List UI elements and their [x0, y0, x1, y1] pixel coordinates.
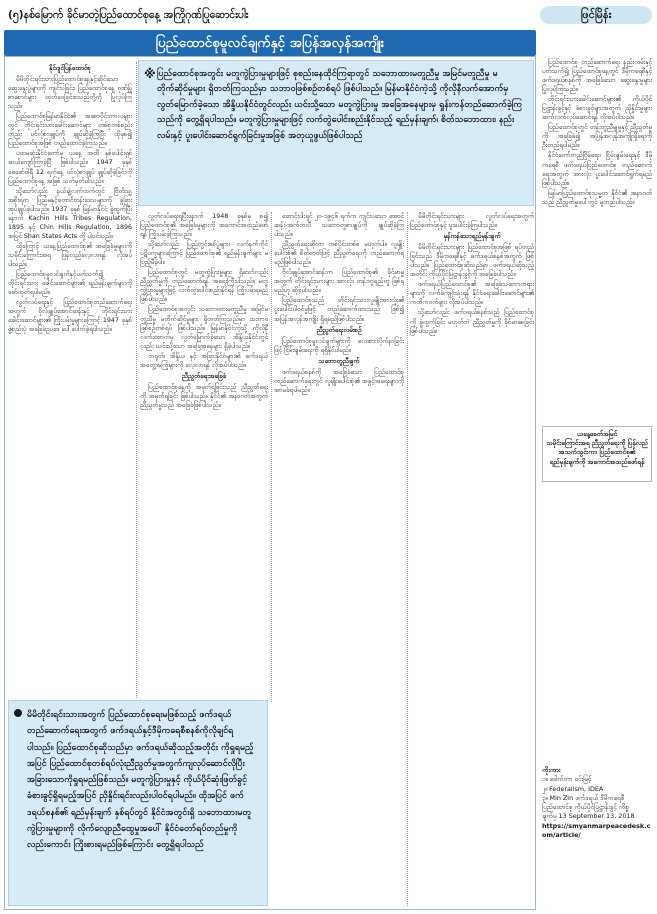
paragraph: ပြည်ထောင်စုမူလင်ချက်နှင့်ပတ်သက်၍ တိုင်းရင်းသား ခေါင်းဆောင်များ၏ ရည်မှန်းချက်များကို ဖော်ထုတ်ရပါမည်။ [8, 271, 132, 297]
paragraph: လွတ်လပ်ရေးနှင့် ပြည်ထောင်စုတည်ဆောက်ရေးအတွက် ဗိုလ်ချုပ်အောင်ဆန်းနှင့် တိုင်းရင်းသား ခေါင်းဆောင်များ၏ ကြိုးပမ်းမှုများကြောင့် 1947 ခုနှစ် ဖွဲ့စည်းပုံ အခြေခံဥပဒေ ပေါ်ပေါက်ခဲ့ရပါသည်။ [8, 299, 132, 334]
subheading: ညီညွတ်ရေးလမ်းစဉ် [316, 326, 362, 334]
paragraph: ပြည်ထောင်စုမြန်မာနိုင်ငံ၏ အစောပိုင်းကာလများတွင် တိုင်းရင်းသားခေါင်းဆောင်များ တစ်စုတစ်စည်းတည်း ပင်လုံစာချုပ်ကို ချုပ်ဆိုခဲ့ကြပြီး ထိုမှစ၍ ပြည်ထောင်စုအဖြစ် တည်ထောင်ခဲ့ကြသည်။ [8, 113, 132, 148]
paragraph: မိမိတိုင်းရင်းသားများ လွတ်လပ်ရေးအတွက် ပြည်ထောင်စုနှင့် ပူးပေါင်းခဲ့ကြပါသည်။ [410, 213, 534, 230]
paragraph: ဖက်ဒရယ်ပြည်ထောင်စု၏ အခြေခံသဘောတရားများကို လက်ခံကျင့်သုံးရန် နိုင်ငံရေးခေါင်းဆောင်များ၏ ကတိကဝတ်များ လိုအပ်ပါသည်။ [410, 281, 534, 307]
paragraph: ဖက်ဒရယ်စနစ်ကို အခြေခံသော ပြည်ထောင်စုတည်ဆောက်ရေးတွင် လူမျိုးပေါင်းစုံ၏ အခွင့်အရေးများကို အာမခံရပါမည်။ [274, 368, 404, 394]
paragraph: တရုတ်၊ အိန္ဒိယ နှင့် အခြားနိုင်ငံများ၏ ဖက်ဒရယ်အတွေ့အကြုံများကို လေ့လာရန် လိုအပ်ပါသည်။ [140, 352, 268, 369]
paragraph: ဆောင်းပါးရှင် ၂၀-၁၉၄၆ ရက်က ကျင်းပသော အောင်ဆန်း-အက်တလီ သဘောတူစာချုပ်ကို ချုပ်ဆိုခဲ့ကြပါသည်။ [274, 213, 404, 239]
opinion-sidebar [540, 30, 654, 910]
references [542, 766, 652, 840]
asterism-icon: ※ [144, 67, 156, 81]
pull-quote-top [138, 60, 534, 206]
paragraph: ပြည်ထောင်စုသည် တိုင်းရင်းသားလူမျိုးအားလုံး၏ ပူးပေါင်းပါဝင်မှုဖြင့် တည်ဆောက်ထားသည် ဖြစ်၍ အပြန်အလှန်အကျိုး ရှိရမည်ဖြစ်ပါသည်။ [274, 297, 404, 323]
column-divider [407, 212, 408, 906]
reference-line: ၃။ Min Zin ဖက်ဒရယ် ဒီမိုကရေစီ ပြည်ထောင်စု ကိုယ်ပိုင်ပြဋ္ဌာန်းခွင့် ကိစ္စ [542, 793, 629, 812]
paragraph: သို့သော်လည်း ပြည်တွင်းစစ်ပွဲများ၊ လက်နက်ကိုင်ပဋိပက္ခများကြောင့် ပြည်ထောင်စု၏ ရည်မှန်းချက်များ မပြည့်မီခဲ့ပါ။ [140, 241, 268, 267]
series-header: (၅)နစ်မြောက် ခိုင်မာတဲ့ပြည်ထောင်စုနေ့ အကြိုဂုဏ်ပြုဆောင်းပါး [8, 9, 249, 21]
subheading: သဘောတူညီချက် [318, 357, 360, 365]
article-column-1 [8, 62, 132, 698]
paragraph: ပြည်ထောင်စုအတွင်း သဘောထားမတူညီမှု အမြင်မတူညီမှု မတိုက်ဆိုင်မှုများ ရှိတတ်ကြသည်မှာ သဘာဝဖြစ်စဉ်တစ်ရပ် ဖြစ်ပါသည်။ မြန်မာနိုင်ငံကဲ့သို့ ကိုလိုနီလက်အောက်မှ လွတ်မြောက်ခဲ့သော အိန္ဒိယနိုင်ငံတွင်လည်း ယင်းသို့သော အခြေအနေများ ရှိခဲ့ပါသည်။ [140, 306, 268, 350]
paragraph: သို့သော်လည်း နယ်ချဲ့လက်ထက်တွင် ဗြိတိသျှအစိုးရက ပြည်မနှင့်တောင်တန်းဒေသများကို ခွဲခြားအုပ်ချုပ်ခဲ့ပါသည်။ 1937 ခုနှစ် မြန်မာနိုင်ငံ ခွဲထွက်ပြီးနောက် Kachin Hills Tribes Regulation, 1895 နှင့် Chin Hills Regulation, 1896 အပြင် Shan States Acts တို့ ပါဝင်သည်။ [8, 187, 132, 240]
paragraph: ပထမဆုံးနိုင်ငံတော်မှ ယနေ့ အထိ နှစ်ပေါင်းရှစ်ဆယ်ကျော်ကြာခဲ့ပြီ ဖြစ်ပါသည်။ 1947 ခုနှစ် ဖေဖော်ဝါရီ 12 ရက်နေ့ ပင်လုံစာချုပ် ချုပ်ဆိုခဲ့ခြင်းကို ပြည်ထောင်စုနေ့ အဖြစ် သတ်မှတ်ပါသည်။ [8, 150, 132, 185]
pull-quote-bottom [8, 700, 268, 906]
box-text: သမိုင်းကြောင်းအရ ညီညွတ်ရေးကို ပြန်လည်အသက်သွင်းကာ ပြည်ထောင်စု၏ ရည်မှန်းချက်ကို အကောင်အထည်ဖော်ရန် [546, 439, 648, 466]
paragraph: မိမိတိုင်းရင်းသားပြည်ထောင်စုနေ့နှင့်ဆိုင်သော ဆွေးနွေးပွဲများကို ကျင်းပခြင်း၊ ပြည်ထောင်စုနေ့ ဂုဏ်ပြုစာစောင်များ ထုတ်ဝေခြင်းစသည်တို့ကို ပြုလုပ်ကြသည်။ [8, 76, 132, 111]
sidebar-highlight-box [542, 426, 652, 482]
paragraph: မြန်မာပြည်ထောင်စုသမ္မတ နိုင်ငံ၏ အနာဂတ်သည် ညီညွတ်မှုပေါ်တွင် မူတည်ပါသည်။ [542, 189, 652, 206]
article-title: ပြည်ထောင်စုမူလင်ချက်နှင့် အပြန်အလှန်အကျိုး [4, 30, 536, 56]
paragraph: ထို့ကြောင့် ယနေ့ပြည်ထောင်စု၏ အခြေခံမူများကို သမိုင်းကြောင်းအရ ပြန်လည်လေ့လာရန် လိုအပ်ပါသည်။ [8, 242, 132, 268]
paragraph: နိုင်ငံတော်တည်ငြိမ်ရေး၊ ငြိမ်းချမ်းရေးနှင့် ဒီမိုကရေစီ ဖက်ဒရယ်ပြည်ထောင်စု တည်ဆောက်ရေးအတွက် အားလုံး ပူးပေါင်းဆောင်ရွက်ရမည်ဖြစ်ပါသည်။ [542, 152, 652, 187]
paragraph: ပြည်ထောင်စုတွင် မတူကွဲပြားမှုများ ရှိသော်လည်း ညီညွတ်မှုကို တည်ဆောက်ရန် အရေးကြီးပါသည်။ မတူကွဲပြားမှုများဖြင့် လက်တွဲပေါင်းစည်းနိုင်ရန် ကြိုးပမ်းရမည် ဖြစ်ပါသည်။ [140, 269, 268, 304]
paragraph: ညီညွတ်ရေးဆိုတာ တစ်ပိုင်းတစ်စ မဟုတ်ပါ။ လူမျိုးပေါင်းစုံ၏ စိတ်ဓာတ်ဖြင့် ညီညွတ်ရေးကို တည်ဆောက်ရမည်ဖြစ်ပါသည်။ [274, 241, 404, 267]
subheading: မှန်ကန်သောရည်မှန်းချက် [443, 233, 501, 241]
subheading: ညီညွတ်ရေးအခြေခံ [181, 372, 227, 380]
paragraph: ပြည်ထောင်စုတွင် တန်းတူညီမျှမှုနှင့် ညီညွတ်မှုကို အခြေခံ၍ အပြန်အလှန်အကျိုးရှိရေးကို ဦးတည်ရပါမည်။ [542, 124, 652, 150]
paragraph: သို့သော်လည်း ဖက်ဒရယ်စနစ်သည် ပြည်ထောင်စုကို ခွဲထွက်ခြင်း မဟုတ်ဘဲ ညီညွတ်မှုကို ခိုင်မာစေခြင်း ဖြစ်ပါသည်။ [410, 309, 534, 335]
paragraph: ပြည်ထောင်စုမူလင်ချက်များကို လေးစားလိုက်နာခြင်းဖြင့် ငြိမ်းချမ်းရေးကို ရရှိနိုင်ပါမည်။ [274, 337, 404, 354]
reference-line: ချက်မှ 13 September 13, 2018 [542, 812, 635, 821]
box-title: ယနေ့ခေတ်အမြင် [576, 430, 618, 438]
reference-line: ၁။ ဒေါက်တာ ဝင်းမြင့် [542, 775, 592, 784]
bullet-icon [14, 709, 22, 717]
reference-line: ၂။ Federalism, IDEA [542, 784, 604, 793]
paragraph: မိမိတိုင်းရင်းသားများ ပြည်ထောင်စုအဖြစ် ရပ်တည်ခြင်းသည် ဒီမိုကရေစီနှင့် ဖက်ဒရယ်စနစ်အတွက် ဖြစ်ပါသည်။ ပြည်ထောင်စုဆိုသည်မှာ ဖက်ဒရယ်ဆိုသည့်အတိုင်း ကိုယ်ပိုင်ပြဋ္ဌာန်းခွင့်ကို အခြေခံပါသည်။ [410, 244, 534, 279]
paragraph: လွတ်လပ်ရေးရပြီးနောက် 1948 ခုနှစ်မှ စ၍ ပြည်ထောင်စု၏ အခြေခံမူများကို အကောင်အထည်ဖော်ရန် ကြိုးပမ်းခဲ့ကြသည်။ [140, 213, 268, 239]
article-column-3 [274, 212, 404, 902]
pull-quote-text: မိမိတိုင်းရင်းသားအတွက် ပြည်ထောင်စုရေးမဖြစ်သည့် ဖက်ဒရယ် တည်ဆောက်ရေးအတွက် ဖက်ဒရယ်နှင့်ဒီမိုကရေစီစနစ်ကိုလိုချင်ရပါသည်။ ပြည်ထောင်စုဆိုသည်မှာ ဖက်ဒရယ်ဆိုသည့်အတိုင်း ကိုရှုရမည့်အပြင် ပြည်ထောင်စုတစ်ရပ်လုံးညီညွတ်မှုအတွက်ကျလုပ်ဆောင်လိုပြီး အခြားသောကိုရှုရမည်ဖြစ်သည်။ မတူကွဲပြားမှုနှင့် ကိုယ်ပိုင်ဆုံးဖြတ်ခွင့်ခံစားခွင့်ရှိရမည့်အပြင် ညှိနှိုင်းရင်းလည်းပါဝင်ရပါမည်။ ထိုအပြင် ဖက်ဒရယ်စနစ်၏ ရည်မှန်းချက် နှစ်ရပ်တွင် နိုင်ငံအတွင်းရှိ သဘောထားမတူကွဲပြားမှုများကို လိုက်လျောညီထွေမှုအပေါ် နိုင်ငံတော်ရပ်တည်မှုကို လည်းကောင်း ကြိုးစားရမည်ဖြစ်ကြောင်း တွေ့ရှိရပါသည် [27, 710, 254, 851]
sidebar-body [542, 58, 652, 758]
pull-quote-text: ပြည်ထောင်စုအတွင်း မတူကွဲပြားမှုများဖြင့် စုစည်းနေထိုင်ကြရာတွင် သဘောထားမတူညီမှု အမြင်မတူညီမှု မတိုက်ဆိုင်မှုများ ရှိတတ်ကြသည်မှာ သဘာဝဖြစ်စဉ်တစ်ရပ် ဖြစ်ပါသည်။ မြန်မာနိုင်ငံကဲ့သို့ ကိုလိုနီလက်အောက်မှ လွတ်မြောက်ခဲ့သော အိန္ဒိယနိုင်ငံတွင်လည်း ယင်းသို့သော မတူကွဲပြားမှု အခြေအနေများမှ ရှုန်းကန်တည်ဆောက်ခဲ့ကြသည်ကို တွေ့ရှိရပါသည်။ မတူကွဲပြားမှုများဖြင့် လက်တွဲပေါင်းစည်းနိုင်သည့် ရည်မှန်းချက်၊ စိတ်သဘောထား၊ နည်းလမ်းနှင့် ပူးပေါင်းဆောင်ရွက်ခြင်းမှုအဖြစ် အတုယူဖွယ်ဖြစ်ပါသည် [157, 69, 523, 141]
paragraph: ပြည်ထောင်စုနေ့ကို အမှတ်ရခြင်းသည် ညီညွတ်ရေးကို အမှတ်ရခြင်း ဖြစ်ပါသည်။ နိုင်ငံ၏ အနာဂတ်အတွက် ညီညွတ်မှုသည် အခြေခံဖြစ်ပါသည်။ [140, 383, 268, 409]
paragraph: ဗိုလ်ချုပ်အောင်ဆန်းက ပြည်ထောင်စု၏ ခိုင်မာမှုအတွက် တိုင်းရင်းသားများ အားလုံး တန်းတူရည်တူ ဖြစ်ရမည်ဟု ဆိုခဲ့ပါသည်။ [274, 269, 404, 295]
column-divider [136, 62, 137, 698]
paragraph: ပြည်ထောင်စု တည်ဆောက်ရေး နည်းလမ်းနှင့်ပတ်သက်၍ ပြည်ထောင်စုနေ့တွင် ဒီမိုကရေစီနှင့် ဖက်ဒရယ်စနစ်ကို အခြေခံသော ဆွေးနွေးမှုများ ပြုလုပ်ကြသည်။ [542, 59, 652, 94]
opinion-label: ဖြင်မြိန်း [540, 6, 652, 24]
paragraph: တိုင်းရင်းသားခေါင်းဆောင်များ၏ ကိုယ်ပိုင်ပြဋ္ဌာန်းခွင့်နှင့် ခံစားခွင့်များအတွက် ညှိနှိုင်းမှုများ ဆက်လက်လုပ်ဆောင်ရန် လိုအပ်ပါသည်။ [542, 96, 652, 122]
author-byline: နိုင်ဂျင်ပြန်ထောင်စု [49, 65, 91, 72]
source-link[interactable]: https://smyanmarpeacedesk.com/article/ [542, 821, 651, 840]
article-column-4 [410, 212, 534, 902]
column-divider [271, 212, 272, 702]
references-heading: ကိုးကား [542, 766, 561, 774]
